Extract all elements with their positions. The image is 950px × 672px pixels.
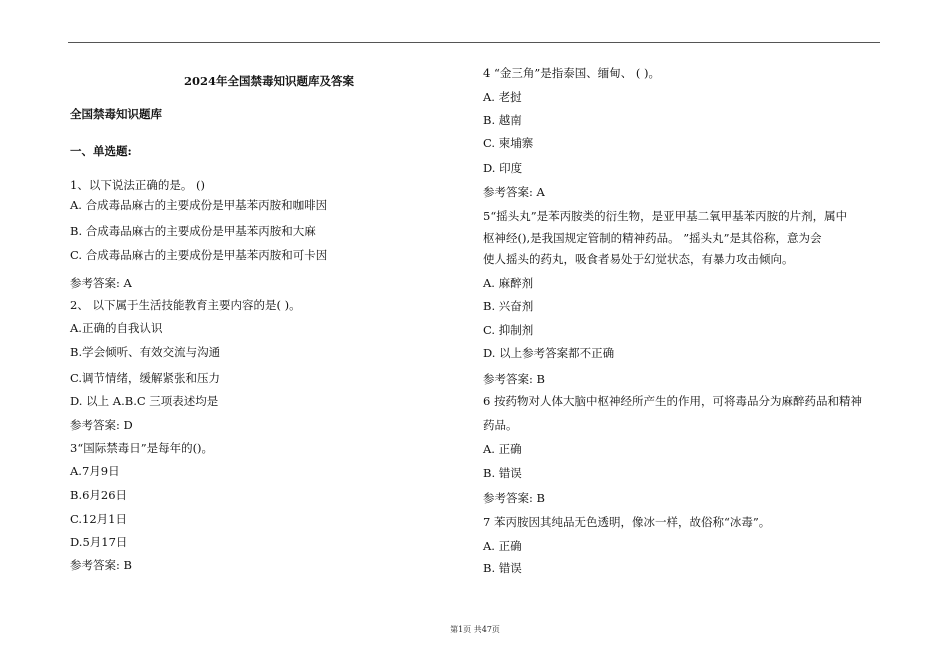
- q2-option-a: A.正确的自我认识: [70, 321, 163, 335]
- q1-option-c: C. 合成毒品麻古的主要成份是甲基苯丙胺和可卡因: [70, 248, 328, 262]
- q5-option-b: B. 兴奋剂: [483, 299, 534, 313]
- page-footer: 第1页 共47页: [450, 625, 500, 634]
- q2-option-d: D. 以上 A.B.C 三项表述均是: [70, 394, 219, 408]
- q1-option-b: B. 合成毒品麻古的主要成份是甲基苯丙胺和大麻: [70, 224, 316, 238]
- q3-option-a: A.7月9日: [70, 464, 120, 478]
- q5-answer: 参考答案: B: [483, 372, 545, 386]
- q4-option-a: A. 老挝: [483, 90, 522, 104]
- q3-option-d: D.5月17日: [70, 535, 128, 549]
- q3-option-c: C.12月1日: [70, 512, 127, 526]
- question-7: 7 苯丙胺因其纯品无色透明，像冰一样，故俗称“冰毒”。: [483, 515, 771, 529]
- question-1: 1、以下说法正确的是。 (): [70, 178, 205, 192]
- top-rule: [68, 42, 880, 43]
- q4-option-c: C. 柬埔寨: [483, 136, 534, 150]
- q2-option-b: B.学会倾听、有效交流与沟通: [70, 345, 221, 359]
- q7-option-a: A. 正确: [483, 539, 522, 553]
- q2-answer: 参考答案: D: [70, 418, 133, 432]
- q5-option-d: D. 以上参考答案都不正确: [483, 346, 615, 360]
- q3-answer: 参考答案: B: [70, 558, 132, 572]
- question-3: 3“国际禁毒日”是每年的()。: [70, 441, 214, 455]
- q3-option-b: B.6月26日: [70, 488, 128, 502]
- section-heading: 一、单选题:: [70, 144, 132, 158]
- question-4: 4 “金三角”是指泰国、缅甸、 ( )。: [483, 66, 661, 80]
- page-title: 2024年全国禁毒知识题库及答案: [184, 74, 355, 88]
- question-5-line-2: 枢神经(),是我国规定管制的精神药品。 ”摇头丸”是其俗称，意为会: [483, 231, 822, 245]
- question-2: 2、 以下属于生活技能教育主要内容的是( )。: [70, 298, 301, 312]
- q2-option-c: C.调节情绪，缓解紧张和压力: [70, 371, 221, 385]
- question-5-line-1: 5“摇头丸”是苯丙胺类的衍生物，是亚甲基二氧甲基苯丙胺的片剂，属中: [483, 209, 848, 223]
- q6-answer: 参考答案: B: [483, 491, 545, 505]
- q5-option-a: A. 麻醉剂: [483, 276, 534, 290]
- q4-option-d: D. 印度: [483, 161, 523, 175]
- q1-answer: 参考答案: A: [70, 276, 132, 290]
- bank-heading: 全国禁毒知识题库: [70, 107, 162, 121]
- q6-option-b: B. 错误: [483, 466, 522, 480]
- q5-option-c: C. 抑制剂: [483, 323, 534, 337]
- question-6-line-1: 6 按药物对人体大脑中枢神经所产生的作用，可将毒品分为麻醉药品和精神: [483, 394, 862, 408]
- q7-option-b: B. 错误: [483, 561, 522, 575]
- q4-option-b: B. 越南: [483, 113, 522, 127]
- q1-option-a: A. 合成毒品麻古的主要成份是甲基苯丙胺和咖啡因: [70, 198, 328, 212]
- q4-answer: 参考答案: A: [483, 185, 545, 199]
- question-6-line-2: 药品。: [483, 418, 518, 432]
- question-5-line-3: 使人摇头的药丸，吸食者易处于幻觉状态，有暴力攻击倾向。: [483, 252, 794, 266]
- q6-option-a: A. 正确: [483, 442, 522, 456]
